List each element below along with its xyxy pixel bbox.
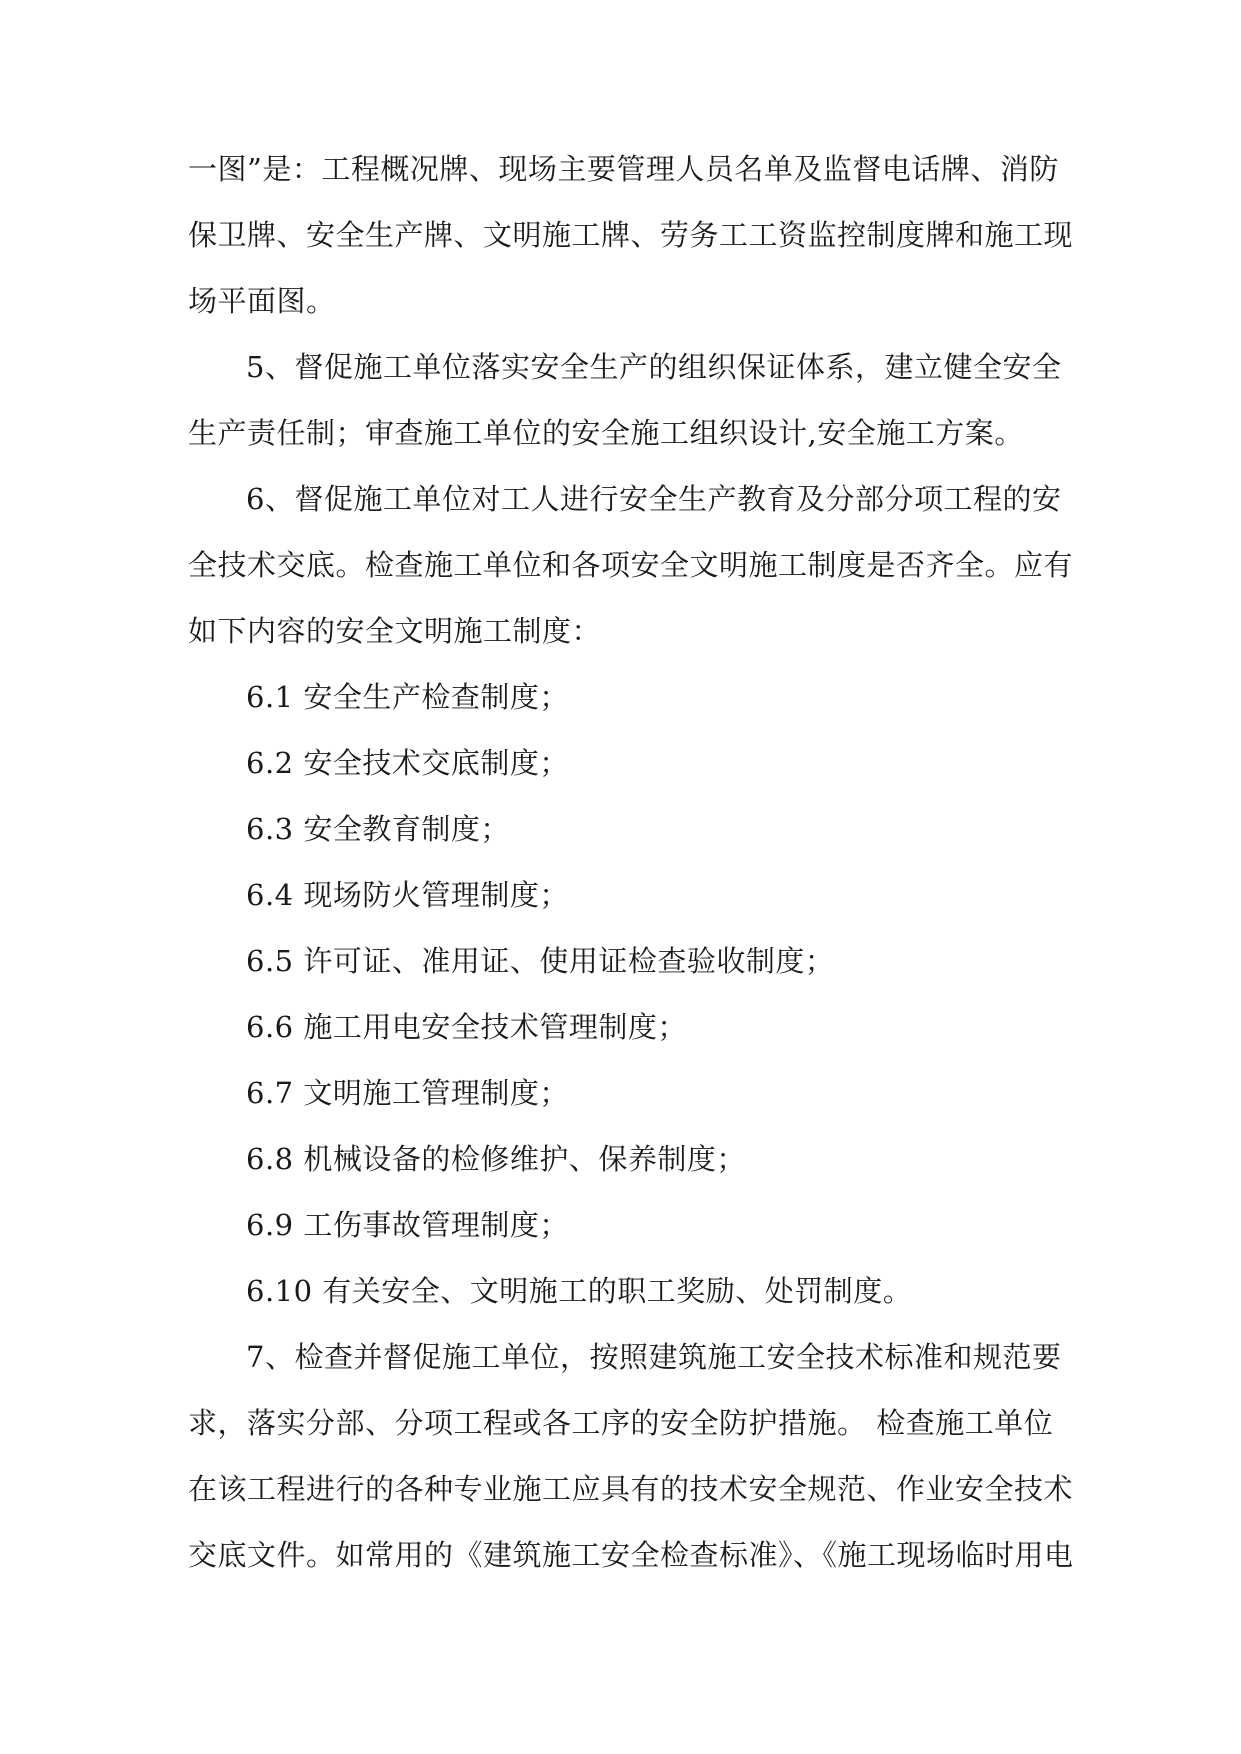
text-line: 交底文件。如常用的《建筑施工安全检查标准》、《施工现场临时用电 xyxy=(188,1538,1074,1572)
text-line: 6.8 机械设备的检修维护、保养制度； xyxy=(246,1142,746,1176)
text-line: 一图”是：工程概况牌、现场主要管理人员名单及监督电话牌、消防 xyxy=(188,152,1059,186)
text-line: 生产责任制；审查施工单位的安全施工组织设计,安全施工方案。 xyxy=(188,416,1024,450)
text-line: 5、督促施工单位落实安全生产的组织保证体系，建立健全安全 xyxy=(246,350,1062,384)
text-line: 6.9 工伤事故管理制度； xyxy=(246,1208,569,1242)
text-line: 如下内容的安全文明施工制度： xyxy=(188,614,602,648)
text-line: 在该工程进行的各种专业施工应具有的技术安全规范、作业安全技术 xyxy=(188,1472,1074,1506)
text-line: 6.3 安全教育制度； xyxy=(246,812,510,846)
text-line: 求，落实分部、分项工程或各工序的安全防护措施。 检查施工单位 xyxy=(188,1406,1054,1440)
text-line: 全技术交底。检查施工单位和各项安全文明施工制度是否齐全。应有 xyxy=(188,548,1074,582)
text-line: 场平面图。 xyxy=(188,284,336,318)
text-line: 7、检查并督促施工单位，按照建筑施工安全技术标准和规范要 xyxy=(246,1340,1062,1374)
text-line: 6.1 安全生产检查制度； xyxy=(246,680,569,714)
text-line: 6、督促施工单位对工人进行安全生产教育及分部分项工程的安 xyxy=(246,482,1062,516)
text-line: 6.2 安全技术交底制度； xyxy=(246,746,569,780)
text-line: 6.4 现场防火管理制度； xyxy=(246,878,569,912)
text-line: 6.10 有关安全、文明施工的职工奖励、处罚制度。 xyxy=(246,1274,913,1308)
text-line: 6.7 文明施工管理制度； xyxy=(246,1076,569,1110)
text-line: 6.5 许可证、准用证、使用证检查验收制度； xyxy=(246,944,835,978)
text-line: 保卫牌、安全生产牌、文明施工牌、劳务工工资监控制度牌和施工现 xyxy=(188,218,1074,252)
body-text xyxy=(188,136,1074,1588)
text-line: 6.6 施工用电安全技术管理制度； xyxy=(246,1010,687,1044)
